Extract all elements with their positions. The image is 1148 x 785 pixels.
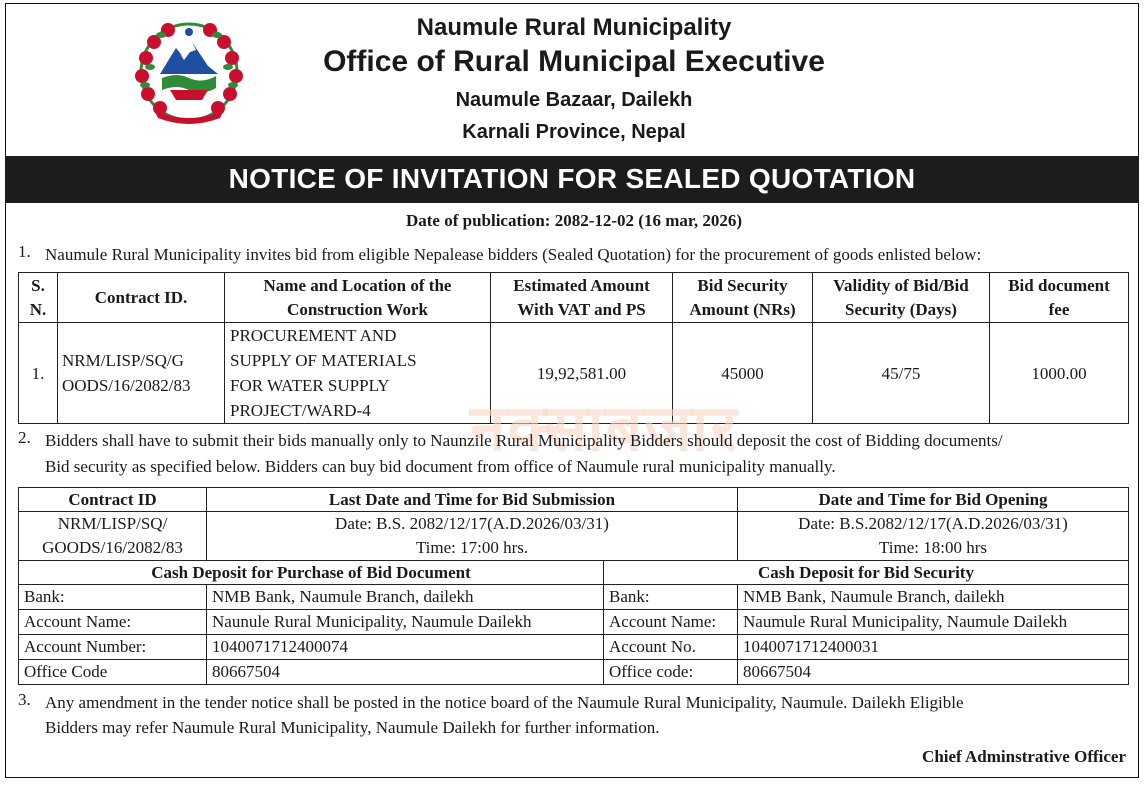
publication-date: Date of publication: 2082-12-02 (16 mar, 2026) [405, 211, 743, 230]
deposit-label: Account Name: [604, 610, 738, 635]
deposit-label: Account No. [604, 635, 738, 660]
para3-line1: Any amendment in the tender notice shall be posted in the notice board of the Naumule Rural Municipality, Naumule. Dailekh Eligible [45, 693, 964, 712]
notice-title-banner: NOTICE OF INVITATION FOR SEALED QUOTATION [5, 156, 1139, 203]
table-header-row [19, 273, 1129, 323]
deposit-label: Office Code [19, 660, 207, 685]
deposit-value: 1040071712400031 [738, 635, 1129, 660]
deposit-row [19, 635, 1129, 660]
cell-estimate: 19,92,581.00 [491, 323, 673, 424]
header-work: Name and Location of the Construction Work [225, 273, 491, 323]
deposit-label: Account Number: [19, 635, 207, 660]
signatory-title: Chief Adminstrative Officer [922, 747, 1126, 766]
cell-security: 45000 [673, 323, 813, 424]
deposit-row [19, 585, 1129, 610]
deposit-row [19, 660, 1129, 685]
cell-contract-id: NRM/LISP/SQ/G OODS/16/2082/83 [58, 323, 225, 424]
cell-contract-id: NRM/LISP/SQ/ GOODS/16/2082/83 [19, 512, 207, 561]
header-estimate: Estimated Amount With VAT and PS [491, 273, 673, 323]
schedule-row [19, 512, 1129, 561]
header-contract-id: Contract ID. [58, 273, 225, 323]
para2-line2: Bid security as specified below. Bidders can buy bid document from office of Naumule rural municipality manually. [45, 457, 836, 476]
para2-number: 2. [18, 428, 31, 447]
deposit-value: 80667504 [738, 660, 1129, 685]
header-contract-id: Contract ID [19, 488, 207, 512]
deposit-label: Office code: [604, 660, 738, 685]
office-name: Office of Rural Municipal Executive [323, 45, 825, 78]
para3-number: 3. [18, 690, 31, 709]
para2-line1: Bidders shall have to submit their bids manually only to Naunzile Rural Municipality Bidders should deposit the cost of Bidding documents/ [45, 431, 1003, 450]
header-fee: Bid document fee [990, 273, 1129, 323]
cell-work: PROCUREMENT AND SUPPLY OF MATERIALS FOR WATER SUPPLY PROJECT/WARD-4 [225, 323, 491, 424]
para3-line2: Bidders may refer Naumule Rural Municipality, Naumule Dailekh for further information. [45, 718, 660, 737]
deposit-header-row [19, 561, 1129, 585]
header-opening: Date and Time for Bid Opening [738, 488, 1129, 512]
deposit-value: NMB Bank, Naumule Branch, dailekh [738, 585, 1129, 610]
schedule-header-row [19, 488, 1129, 512]
cell-validity: 45/75 [813, 323, 990, 424]
cell-sn: 1. [19, 323, 58, 424]
province-country: Karnali Province, Nepal [462, 121, 686, 143]
header-security: Bid Security Amount (NRs) [673, 273, 813, 323]
cell-opening: Date: B.S.2082/12/17(A.D.2026/03/31) Time: 18:00 hrs [738, 512, 1129, 561]
header-sn: S. N. [19, 273, 58, 323]
deposit-label: Account Name: [19, 610, 207, 635]
header-validity: Validity of Bid/Bid Security (Days) [813, 273, 990, 323]
office-address: Naumule Bazaar, Dailekh [455, 89, 693, 111]
deposit-label: Bank: [604, 585, 738, 610]
cell-submission: Date: B.S. 2082/12/17(A.D.2026/03/31) Time: 17:00 hrs. [207, 512, 738, 561]
deposit-value: NMB Bank, Naumule Branch, dailekh [207, 585, 604, 610]
deposit-security-header: Cash Deposit for Bid Security [604, 561, 1129, 585]
cell-fee: 1000.00 [990, 323, 1129, 424]
municipality-name: Naumule Rural Municipality [416, 14, 732, 41]
para1-number: 1. [18, 242, 31, 261]
deposit-row [19, 610, 1129, 635]
header-submission: Last Date and Time for Bid Submission [207, 488, 738, 512]
deposit-value: 1040071712400074 [207, 635, 604, 660]
deposit-value: Naunule Rural Municipality, Naumule Dailekh [207, 610, 604, 635]
watermark-logo: नक्साबजार [470, 392, 739, 466]
bid-schedule-table [18, 487, 1129, 685]
deposit-label: Bank: [19, 585, 207, 610]
deposit-value: Naumule Rural Municipality, Naumule Dailekh [738, 610, 1129, 635]
deposit-value: 80667504 [207, 660, 604, 685]
para1-text: Naumule Rural Municipality invites bid from eligible Nepalease bidders (Sealed Quotation) for the procurement of goods enlisted below: [45, 245, 982, 264]
deposit-doc-header: Cash Deposit for Purchase of Bid Document [19, 561, 604, 585]
